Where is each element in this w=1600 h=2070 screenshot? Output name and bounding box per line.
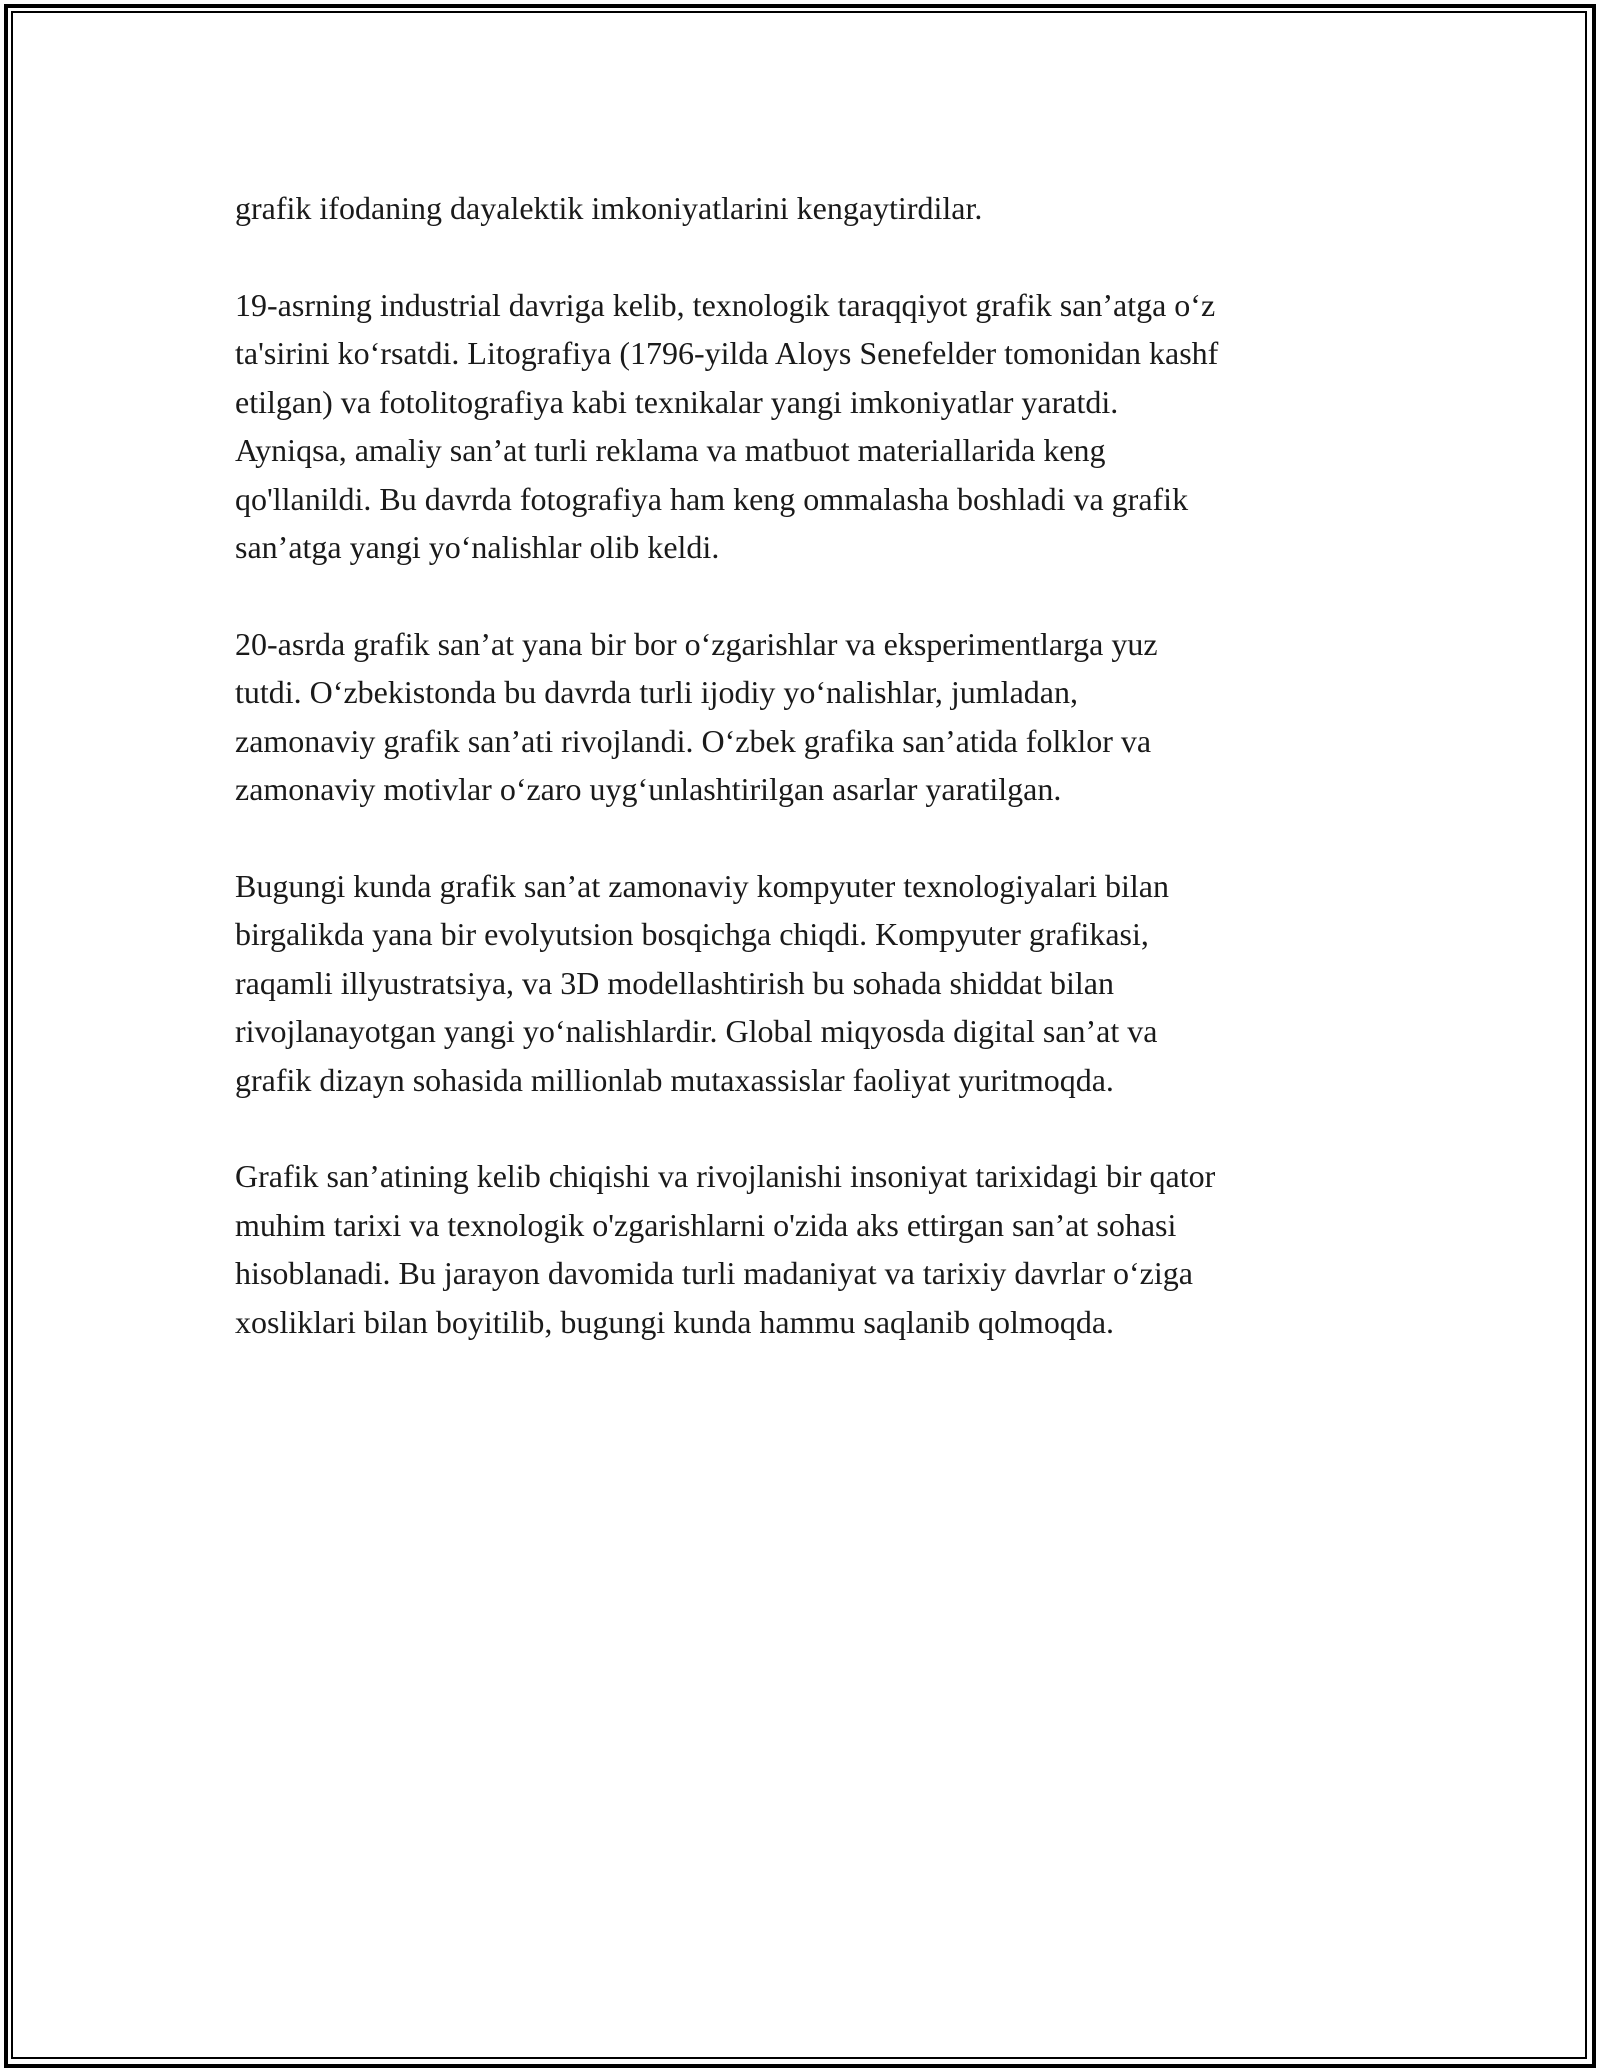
paragraph-modern-day: Bugungi kunda grafik san’at zamonaviy kompyuter texnologiyalari bilan birgalikda yana bir evolyutsion bosqichga chiqdi. Kompyuter grafikasi, raqamli illyustratsiya, va 3D modellashtirish bu sohada shiddat bilan rivojlanayotgan yangi yo‘nalishlardir. Global miqyosda digital san’at va grafik dizayn sohasida millionlab mutaxassislar faoliyat yuritmoqda. bbox=[235, 867, 1169, 1098]
paragraph-19th-century: 19-asrning industrial davriga kelib, texnologik taraqqiyot grafik san’atga o‘z ta'sirini ko‘rsatdi. Litografiya (1796-yilda Aloys Senefelder tomonidan kashf etilgan) va fotolitografiya kabi texnikalar yangi imkoniyatlar yaratdi. Ayniqsa, amaliy san’at turli reklama va matbuot materiallarida keng qo'llanildi. Bu davrda fotografiya ham keng ommalasha boshladi va grafik san’atga yangi yo‘nalishlar olib keldi. bbox=[235, 286, 1219, 565]
paragraph-20th-century: 20-asrda grafik san’at yana bir bor o‘zgarishlar va eksperimentlarga yuz tutdi. O‘zbekistonda bu davrda turli ijodiy yo‘nalishlar, jumladan, zamonaviy grafik san’ati rivojlandi. O‘zbek grafika san’atida folklor va zamonaviy motivlar o‘zaro uyg‘unlashtirilgan asarlar yaratilgan. bbox=[235, 625, 1158, 807]
document-body bbox=[235, 184, 1370, 1394]
paragraph-conclusion: Grafik san’atining kelib chiqishi va rivojlanishi insoniyat tarixidagi bir qator muhim tarixi va texnologik o'zgarishlarni o'zida aks ettirgan san’at sohasi hisoblanadi. Bu jarayon davomida turli madaniyat va tarixiy davrlar o‘ziga xosliklari bilan boyitilib, bugungi kunda hammu saqlanib qolmoqda. bbox=[235, 1158, 1216, 1340]
paragraph-continuation: grafik ifodaning dayalektik imkoniyatlarini kengaytirdilar. bbox=[235, 190, 983, 226]
